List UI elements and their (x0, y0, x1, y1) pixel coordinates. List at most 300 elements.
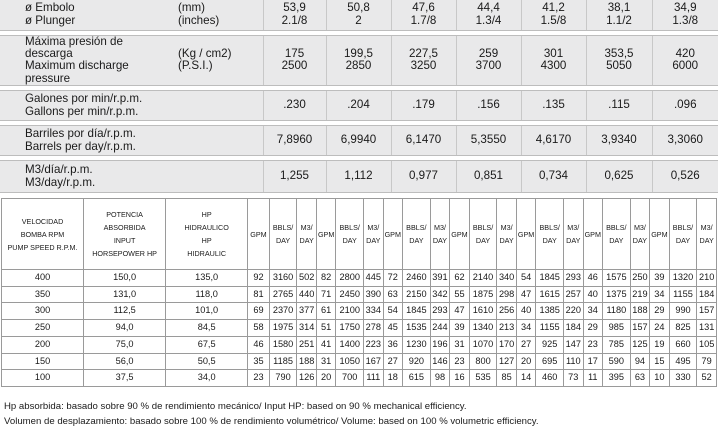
performance-value: 1580 (269, 336, 297, 353)
performance-value: 615 (403, 370, 431, 387)
header-hydraulic-hp-line: HIDRAULICO (184, 223, 229, 232)
header-pump-speed-line: BOMBA RPM (20, 229, 65, 239)
header-input-horsepower-line: ABSORBIDA (103, 223, 146, 232)
header-bbls-day (336, 199, 364, 270)
spec-value: 5,3550 (470, 133, 507, 147)
spec-value-cell (326, 161, 391, 193)
performance-value: 34 (650, 286, 669, 303)
performance-value: 1615 (536, 286, 564, 303)
header-m3-day (364, 199, 383, 270)
spec-value: 7,8960 (276, 133, 313, 147)
spec-value: 3,3060 (667, 133, 703, 147)
header-bbls-day-line: BBLS/ (672, 223, 694, 232)
performance-value: 790 (269, 370, 297, 387)
header-bbls-day-line: BBLS/ (339, 223, 360, 232)
performance-value: 10 (650, 370, 669, 387)
spec-label-line: Máxima presión de descarga (25, 34, 123, 60)
header-bbls-day (469, 199, 497, 270)
performance-value: 81 (248, 286, 270, 303)
header-gpm: GPM (583, 199, 602, 270)
spec-label-line: Galones por min/r.p.m. (25, 92, 143, 106)
performance-value: 41 (316, 336, 335, 353)
spec-unit-line: (inches) (178, 13, 220, 27)
header-m3-day-line: M3/ (567, 223, 580, 232)
spec-value: 0,977 (408, 169, 438, 183)
performance-value: 35 (248, 353, 270, 370)
spec-value-cell (326, 91, 391, 121)
performance-value: 23 (583, 336, 602, 353)
performance-value: 395 (603, 370, 631, 387)
performance-value: 2450 (336, 286, 364, 303)
rpm-cell: 100 (2, 370, 84, 387)
hydraulic-hp-cell: 34,0 (166, 370, 248, 387)
performance-value: 184 (697, 286, 717, 303)
performance-value: 590 (603, 353, 631, 370)
header-m3-day-line: M3/ (433, 223, 446, 232)
hydraulic-hp-cell: 118,0 (166, 286, 248, 303)
spec-unit-line: (mm) (178, 1, 206, 15)
spec-value-cell (586, 91, 652, 121)
performance-value: 298 (497, 286, 516, 303)
input-hp-cell: 150,0 (84, 270, 166, 287)
footnote-input-hp: Hp absorbida: basado sobre 90 % de rendimiento mecánico/ Input HP: based on 90 % mechanical efficiency. (4, 401, 467, 412)
performance-value: 700 (336, 370, 364, 387)
performance-value: 31 (316, 353, 335, 370)
spec-value-cell (586, 161, 652, 193)
performance-row (2, 336, 717, 353)
spec-value: .096 (673, 98, 697, 112)
spec-label-line: M3/day/r.p.m. (25, 175, 96, 189)
spec-row-unit (173, 35, 263, 86)
spec-row-label (0, 91, 173, 121)
input-hp-cell: 56,0 (84, 353, 166, 370)
spec-value: 175 (284, 46, 305, 60)
spec-value-cell (391, 91, 456, 121)
performance-value: 17 (583, 353, 602, 370)
footnote-volume: Volumen de desplazamiento: basado sobre 100 % de rendimiento volumétrico/ Volume: based on 100 % volumetric efficiency. (4, 416, 539, 427)
spec-value-cell (326, 126, 391, 156)
rpm-cell: 350 (2, 286, 84, 303)
spec-label-line: Barrels per day/r.p.m. (25, 139, 136, 153)
spec-value: 259 (478, 46, 499, 60)
header-bbls-day-line: DAY (675, 236, 691, 245)
performance-value: 340 (497, 270, 516, 287)
performance-value: 257 (564, 286, 583, 303)
performance-value: 2765 (269, 286, 297, 303)
spec-value-cell (652, 161, 718, 193)
performance-row (2, 286, 717, 303)
performance-value: 167 (364, 353, 383, 370)
performance-value: 1155 (536, 320, 564, 337)
spec-value: 1.3/8 (672, 13, 699, 27)
performance-value: 213 (497, 320, 516, 337)
input-hp-cell: 112,5 (84, 303, 166, 320)
performance-value: 293 (430, 303, 449, 320)
hydraulic-hp-cell: 67,5 (166, 336, 248, 353)
rpm-cell: 200 (2, 336, 84, 353)
performance-value: 146 (430, 353, 449, 370)
spec-value: 0,851 (473, 169, 503, 183)
performance-value: 23 (450, 353, 469, 370)
spec-value: 44,4 (477, 1, 500, 15)
performance-value: 1610 (469, 303, 497, 320)
spec-value: 6,9940 (340, 133, 377, 147)
performance-value: 131 (697, 320, 717, 337)
spec-value: 1.1/2 (606, 13, 632, 27)
spec-value-cell (263, 91, 326, 121)
performance-value: 223 (364, 336, 383, 353)
performance-value: 111 (364, 370, 383, 387)
header-m3-day-line: DAY (632, 236, 648, 245)
performance-value: 54 (516, 270, 535, 287)
performance-value: 184 (564, 320, 583, 337)
performance-value: 188 (630, 303, 649, 320)
spec-value-cell (586, 126, 652, 156)
spec-value: 4300 (540, 59, 567, 73)
performance-value: 250 (630, 270, 649, 287)
spec-value: .156 (477, 98, 500, 112)
spec-value-cell (586, 35, 652, 86)
spec-value-cell (586, 0, 652, 30)
hydraulic-hp-cell: 101,0 (166, 303, 248, 320)
header-gpm: GPM (248, 199, 270, 270)
performance-value: 69 (248, 303, 270, 320)
spec-label-line: M3/día/r.p.m. (25, 163, 93, 177)
pump-performance-table (1, 198, 717, 387)
rpm-cell: 400 (2, 270, 84, 287)
header-m3-day (297, 199, 316, 270)
spec-value-cell (652, 0, 718, 30)
performance-value: 219 (630, 286, 649, 303)
spec-value: .135 (542, 98, 565, 112)
header-pump-speed (2, 199, 84, 270)
performance-value: 46 (583, 270, 602, 287)
performance-value: 54 (383, 303, 402, 320)
performance-value: 45 (383, 320, 402, 337)
header-m3-day-line: M3/ (367, 223, 380, 232)
performance-value: 18 (383, 370, 402, 387)
spec-value: 1,112 (344, 169, 373, 183)
performance-value: 1320 (669, 270, 697, 287)
performance-value: 2100 (336, 303, 364, 320)
spec-value: 1.5/8 (540, 13, 567, 27)
spec-row (0, 126, 718, 156)
header-bbls-day (536, 199, 564, 270)
performance-value: 27 (516, 336, 535, 353)
header-hydraulic-hp-line: HIDRAULIC (187, 249, 227, 258)
spec-label-line: ø Embolo (25, 1, 75, 15)
performance-value: 390 (364, 286, 383, 303)
rpm-cell: 300 (2, 303, 84, 320)
spec-value: 3,9340 (601, 133, 637, 147)
spec-value: 353,5 (604, 46, 634, 60)
spec-value-cell (652, 91, 718, 121)
spec-label-line: Gallons per min/r.p.m. (25, 104, 139, 118)
spec-value: 1,255 (279, 169, 309, 183)
performance-value: 51 (316, 320, 335, 337)
header-input-horsepower-line: INPUT (113, 236, 136, 245)
header-hydraulic-hp (166, 199, 248, 270)
input-hp-cell: 131,0 (84, 286, 166, 303)
header-input-horsepower-line: POTENCIA (106, 210, 143, 219)
spec-value: 1.7/8 (410, 13, 437, 27)
spec-value-cell (263, 161, 326, 193)
performance-value: 157 (630, 320, 649, 337)
performance-value: 23 (248, 370, 270, 387)
performance-row (2, 303, 717, 320)
performance-value: 377 (297, 303, 316, 320)
performance-value: 147 (564, 336, 583, 353)
header-input-horsepower-line: HORSEPOWER HP (92, 249, 157, 258)
performance-value: 58 (248, 320, 270, 337)
header-m3-day-line: DAY (566, 236, 581, 245)
performance-value: 46 (248, 336, 270, 353)
performance-value: 71 (316, 286, 335, 303)
performance-value: 825 (669, 320, 697, 337)
performance-value: 61 (316, 303, 335, 320)
spec-unit-line: (P.S.I.) (178, 59, 213, 73)
performance-value: 1180 (603, 303, 631, 320)
performance-value: 24 (650, 320, 669, 337)
input-hp-cell: 75,0 (84, 336, 166, 353)
performance-value: 34 (583, 303, 602, 320)
spec-value: 50,8 (347, 1, 370, 15)
header-m3-day-line: DAY (499, 236, 514, 245)
spec-value-cell (263, 35, 326, 86)
performance-value: 1750 (336, 320, 364, 337)
performance-value: 19 (650, 336, 669, 353)
header-hydraulic-hp-line: HP (201, 236, 212, 245)
performance-value: 3160 (269, 270, 297, 287)
spec-value: 2500 (281, 59, 308, 73)
spec-row-unit (173, 161, 263, 193)
performance-value: 1375 (603, 286, 631, 303)
rpm-cell: 150 (2, 353, 84, 370)
performance-value: 660 (669, 336, 697, 353)
header-m3-day-line: M3/ (300, 223, 313, 232)
header-bbls-day (403, 199, 431, 270)
spec-value: 6000 (672, 59, 699, 73)
performance-value: 1230 (403, 336, 431, 353)
performance-value: 14 (516, 370, 535, 387)
header-bbls-day-line: DAY (342, 236, 357, 245)
performance-value: 63 (383, 286, 402, 303)
header-m3-day-line: M3/ (500, 223, 513, 232)
header-m3-day (697, 199, 717, 270)
performance-value: 20 (516, 353, 535, 370)
performance-value: 85 (497, 370, 516, 387)
header-m3-day-line: DAY (699, 236, 714, 245)
spec-row (0, 0, 718, 30)
performance-value: 188 (297, 353, 316, 370)
spec-row-label (0, 0, 173, 30)
performance-value: 210 (697, 270, 717, 287)
header-gpm: GPM (316, 199, 335, 270)
spec-value-cell (521, 161, 586, 193)
spec-value: 2.1/8 (281, 13, 308, 27)
spec-value: 3250 (410, 59, 437, 73)
header-bbls-day-line: DAY (275, 236, 291, 245)
performance-value: 40 (583, 286, 602, 303)
header-m3-day (497, 199, 516, 270)
performance-row (2, 270, 717, 287)
input-hp-cell: 94,0 (84, 320, 166, 337)
performance-value: 63 (630, 370, 649, 387)
performance-value: 62 (450, 270, 469, 287)
spec-value-cell (521, 0, 586, 30)
performance-row (2, 353, 717, 370)
spec-value: .115 (608, 98, 630, 112)
header-m3-day-line: M3/ (633, 223, 646, 232)
performance-value: 495 (669, 353, 697, 370)
performance-value: 920 (403, 353, 431, 370)
spec-value: 47,6 (412, 1, 435, 15)
spec-value: 0,625 (604, 169, 634, 183)
performance-value: 47 (516, 286, 535, 303)
header-bbls-day-line: DAY (409, 236, 424, 245)
header-bbls-day-line: BBLS/ (272, 223, 294, 232)
rpm-cell: 250 (2, 320, 84, 337)
spec-row (0, 161, 718, 193)
header-m3-day-line: DAY (432, 236, 448, 245)
performance-value: 256 (497, 303, 516, 320)
header-m3-day-line: M3/ (700, 223, 713, 232)
performance-value: 342 (430, 286, 449, 303)
spec-value: .179 (412, 98, 435, 112)
header-gpm: GPM (650, 199, 669, 270)
performance-value: 52 (697, 370, 717, 387)
performance-value: 1975 (269, 320, 297, 337)
performance-value: 105 (697, 336, 717, 353)
spec-value: 38,1 (607, 1, 631, 15)
performance-value: 293 (564, 270, 583, 287)
input-hp-cell: 37,5 (84, 370, 166, 387)
performance-value: 110 (564, 353, 583, 370)
performance-value: 220 (564, 303, 583, 320)
performance-row (2, 370, 717, 387)
performance-value: 244 (430, 320, 449, 337)
performance-value: 985 (603, 320, 631, 337)
spec-value: 2 (355, 13, 362, 27)
header-bbls-day (269, 199, 297, 270)
hydraulic-hp-cell: 135,0 (166, 270, 248, 287)
spec-value: 3700 (475, 59, 502, 73)
performance-value: 73 (564, 370, 583, 387)
performance-value: 990 (669, 303, 697, 320)
performance-value: 2800 (336, 270, 364, 287)
performance-value: 79 (697, 353, 717, 370)
performance-value: 1575 (603, 270, 631, 287)
header-gpm: GPM (450, 199, 469, 270)
spec-row-unit (173, 0, 263, 30)
performance-value: 170 (497, 336, 516, 353)
performance-value: 31 (450, 336, 469, 353)
performance-value: 925 (536, 336, 564, 353)
performance-value: 27 (383, 353, 402, 370)
header-gpm: GPM (516, 199, 535, 270)
spec-value: 41,2 (542, 1, 565, 15)
performance-value: 98 (430, 370, 449, 387)
header-bbls-day-line: DAY (542, 236, 557, 245)
performance-value: 15 (650, 353, 669, 370)
performance-row (2, 320, 717, 337)
header-bbls-day (669, 199, 697, 270)
performance-value: 1070 (469, 336, 497, 353)
spec-label-line: ø Plunger (25, 13, 76, 27)
performance-value: 1155 (669, 286, 697, 303)
performance-value: 34 (516, 320, 535, 337)
spec-value-cell (456, 0, 521, 30)
spec-value-cell (456, 91, 521, 121)
spec-value: 34,9 (673, 1, 697, 15)
performance-value: 82 (316, 270, 335, 287)
performance-value: 40 (516, 303, 535, 320)
spec-value: 420 (675, 46, 695, 60)
performance-value: 92 (248, 270, 270, 287)
spec-value: 1.3/4 (475, 13, 502, 27)
performance-value: 20 (316, 370, 335, 387)
spec-value-cell (652, 126, 718, 156)
spec-value-cell (263, 0, 326, 30)
spec-row-unit (173, 91, 263, 121)
spec-value: .230 (283, 98, 306, 112)
performance-value: 1340 (469, 320, 497, 337)
spec-row-label (0, 35, 173, 86)
header-bbls-day-line: BBLS/ (606, 223, 627, 232)
spec-unit-line: (Kg / cm2) (178, 46, 232, 60)
spec-value: 0,526 (670, 169, 700, 183)
performance-value: 2140 (469, 270, 497, 287)
header-gpm: GPM (383, 199, 402, 270)
performance-value: 460 (536, 370, 564, 387)
spec-value: 301 (543, 46, 564, 60)
performance-value: 391 (430, 270, 449, 287)
performance-value: 278 (364, 320, 383, 337)
spec-value: 6,1470 (405, 133, 442, 147)
header-bbls-day-line: BBLS/ (472, 223, 494, 232)
spec-value-cell (391, 0, 456, 30)
spec-value: 5050 (606, 59, 632, 73)
header-pump-speed-line: PUMP SPEED R.P.M. (7, 242, 78, 252)
performance-value: 2460 (403, 270, 431, 287)
spec-label-line: Barriles por día/r.p.m. (25, 127, 136, 141)
performance-value: 330 (669, 370, 697, 387)
performance-value: 127 (497, 353, 516, 370)
performance-value: 125 (630, 336, 649, 353)
spec-value: 0,734 (538, 169, 568, 183)
performance-value: 157 (697, 303, 717, 320)
spec-value: 199,5 (343, 46, 373, 60)
performance-value: 1400 (336, 336, 364, 353)
header-bbls-day-line: BBLS/ (406, 223, 427, 232)
performance-value: 314 (297, 320, 316, 337)
performance-value: 16 (450, 370, 469, 387)
spec-label-line: Maximum discharge pressure (25, 59, 129, 85)
spec-value: 4,6170 (535, 133, 572, 147)
performance-value: 1535 (403, 320, 431, 337)
performance-value: 785 (603, 336, 631, 353)
spec-row (0, 35, 718, 86)
spec-value-cell (263, 126, 326, 156)
spec-value-cell (391, 161, 456, 193)
header-hydraulic-hp-line: HP (201, 210, 212, 219)
spec-value-cell (326, 0, 391, 30)
performance-value: 29 (583, 320, 602, 337)
spec-value-cell (326, 35, 391, 86)
performance-value: 1875 (469, 286, 497, 303)
performance-value: 695 (536, 353, 564, 370)
performance-value: 800 (469, 353, 497, 370)
